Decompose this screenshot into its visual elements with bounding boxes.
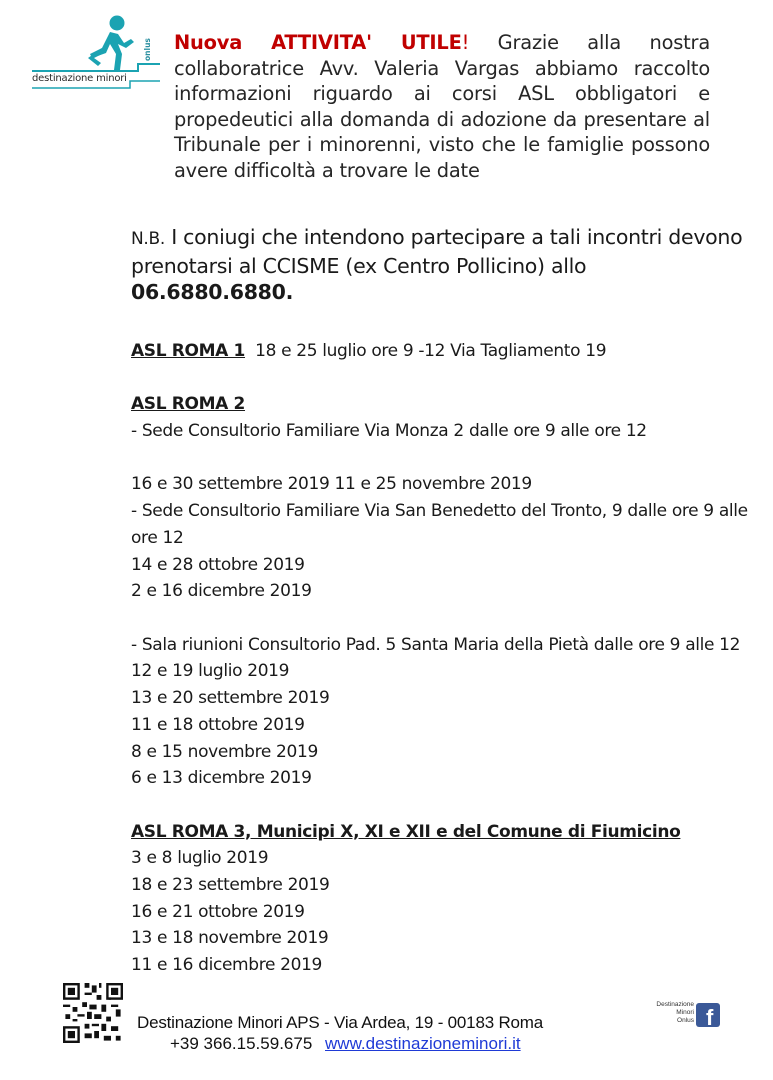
schedule-line: 3 e 8 luglio 2019 <box>131 848 269 869</box>
schedule-line: 13 e 18 novembre 2019 <box>131 928 329 949</box>
intro-headline: Nuova ATTIVITA' UTILE <box>174 31 462 54</box>
logo-onlus-text: onlus <box>143 38 152 61</box>
asl3-block <box>131 819 751 846</box>
schedule-line: 8 e 15 novembre 2019 <box>131 741 318 762</box>
schedule-line: - Sala riunioni Consultorio Pad. 5 Santa Maria della Pietà dalle ore 9 alle 12 <box>131 634 741 655</box>
asl1-details: 18 e 25 luglio ore 9 -12 Via Tagliamento 19 <box>255 341 607 361</box>
schedule-line: 13 e 20 settembre 2019 <box>131 688 330 709</box>
nb-prefix: N.B. <box>131 229 165 249</box>
schedule-line: 11 e 18 ottobre 2019 <box>131 714 305 735</box>
intro-exclamation: ! <box>461 31 470 54</box>
schedule-line: 14 e 28 ottobre 2019 <box>131 554 305 575</box>
footer-phone: +39 366.15.59.675 <box>170 1034 313 1053</box>
nb-phone: 06.6880.6880. <box>131 280 294 304</box>
schedule-line: 2 e 16 dicembre 2019 <box>131 581 312 602</box>
facebook-label: Destinazione Minori Onlus <box>656 1001 694 1024</box>
asl2-block <box>131 391 751 418</box>
asl2-heading: ASL ROMA 2 <box>131 394 246 415</box>
schedule-line: 18 e 23 settembre 2019 <box>131 875 330 895</box>
facebook-badge[interactable] <box>638 1001 728 1033</box>
schedule-line: 16 e 30 settembre 2019 11 e 25 novembre 2019 <box>131 474 532 495</box>
schedule-line: 16 e 21 ottobre 2019 <box>131 901 305 922</box>
footer-address: Destinazione Minori APS - Via Ardea, 19 - 00183 Roma <box>137 1013 544 1032</box>
schedule-section <box>131 338 751 979</box>
schedule-line: 12 e 19 luglio 2019 <box>131 661 290 682</box>
organization-logo <box>30 14 165 94</box>
qr-code-icon <box>63 983 123 1043</box>
schedule-line: - Sede Consultorio Familiare Via San Benedetto del Tronto, 9 dalle ore 9 alle ore 12 <box>131 501 748 548</box>
asl1-heading: ASL ROMA 1 <box>131 341 246 361</box>
footer-contact <box>170 1034 521 1054</box>
svg-text:f: f <box>706 1005 714 1027</box>
asl1-block <box>131 338 751 365</box>
logo-text: destinazione minori <box>32 73 127 84</box>
schedule-line: 11 e 16 dicembre 2019 <box>131 955 322 976</box>
intro-body: Grazie alla nostra collaboratrice Avv. Valeria Vargas abbiamo raccolto informazioni riguardo ai corsi ASL obbligatori e propedeutici alla domanda di adozione da presentare al Tribunale per i minorenni, visto che le famiglie possono avere difficoltà a trovare le date <box>174 31 710 182</box>
facebook-icon[interactable] <box>696 1003 720 1027</box>
schedule-line: - Sede Consultorio Familiare Via Monza 2 dalle ore 9 alle ore 12 <box>131 421 647 442</box>
website-link[interactable]: www.destinazioneminori.it <box>325 1034 521 1053</box>
nb-notice <box>131 224 751 306</box>
intro-paragraph <box>174 30 710 184</box>
schedule-line: 6 e 13 dicembre 2019 <box>131 768 312 789</box>
nb-text: I coniugi che intendono partecipare a tali incontri devono prenotarsi al CCISME (ex Centro Pollicino) allo <box>131 225 743 278</box>
asl3-heading: ASL ROMA 3, Municipi X, XI e XII e del Comune di Fiumicino <box>131 821 681 842</box>
